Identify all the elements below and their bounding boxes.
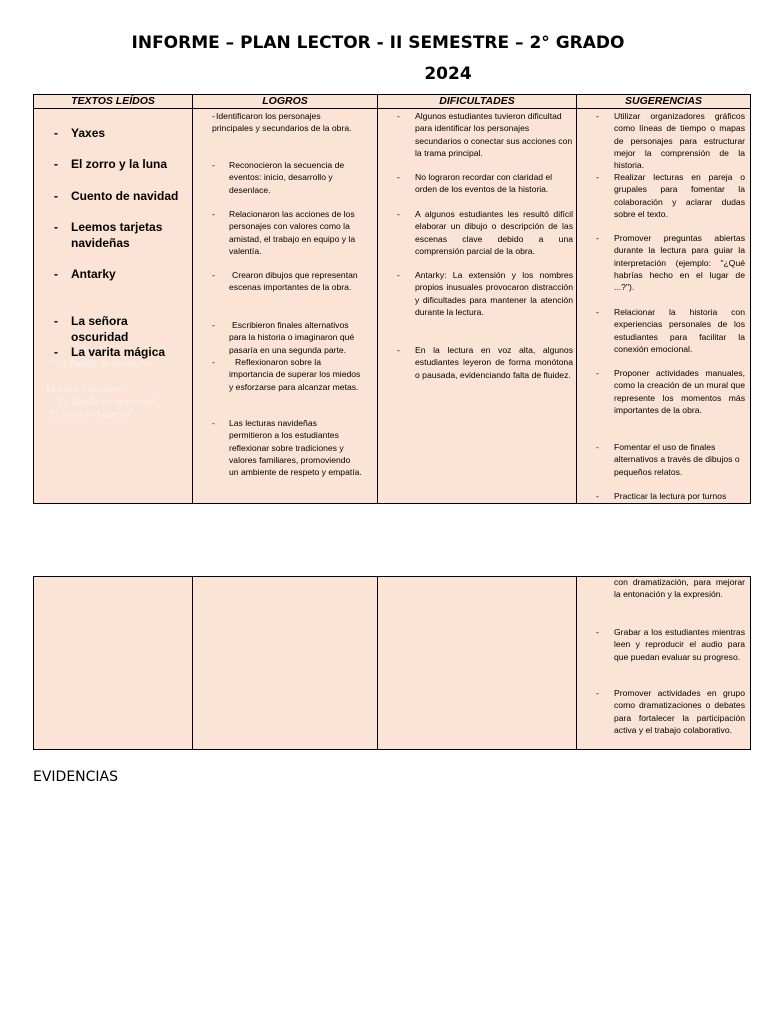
sugerencia-item: con dramatización, para mejorar la entonación y la expresión.	[614, 577, 745, 600]
header-dificultades: DIFICULTADES	[378, 95, 577, 109]
texto-item: - Cuento de navidad	[54, 189, 179, 203]
sugerencia-item: - Proponer actividades manuales, como la creación de un mural que represente los momentos más importantes de la obra.	[596, 368, 745, 415]
plan-lector-table-continued	[33, 576, 751, 750]
ghost-text: "El zorro y el cuervo"	[46, 409, 134, 420]
logro-item: - Las lecturas navideñas permitieron a los estudiantes reflexionar sobre tradiciones y valores familiares, promoviendo un ambiente de respeto y empatía.	[212, 418, 362, 478]
logro-item: - Reflexionaron sobre la importancia de superar los miedos y esforzarse para alcanzar metas.	[212, 357, 361, 392]
logro-item: - Relacionaron las acciones de los personajes con valores como la amistad, el trabajo en equipo y la valentía.	[212, 209, 356, 256]
dificultades-cell-cont	[378, 577, 577, 750]
ghost-text: "El zorro y el cuervo"	[42, 384, 130, 395]
sugerencia-item: - Utilizar organizadores gráficos como líneas de tiempo o mapas de personajes para estructurar mejor la comprensión de la historia.	[596, 111, 745, 171]
evidencias-heading: EVIDENCIAS	[33, 769, 119, 785]
sugerencia-item: - Fomentar el uso de finales alternativos a través de dibujos o pequeños relatos.	[596, 442, 740, 477]
plan-lector-table	[33, 94, 751, 504]
logro-item: - Identificaron los personajes principales y secundarios de la obra.	[212, 111, 352, 134]
header-textos-leidos: TEXTOS LEÍDOS	[34, 95, 193, 109]
ghost-text: "La Batalla de Ayacucho"	[52, 359, 156, 370]
logro-item: - Reconocieron la secuencia de eventos: inicio, desarrollo y desenlace.	[212, 160, 345, 195]
texto-item: - Antarky	[54, 267, 116, 281]
dificultad-item: - En la lectura en voz alta, algunos estudiantes leyeron de forma monótona o pausada, evidenciando falta de fluidez.	[397, 345, 573, 380]
textos-leidos-cell-cont	[34, 577, 193, 750]
sugerencias-cell-cont	[577, 577, 751, 750]
dificultad-item: - Antarky: La extensión y los nombres propios inusuales provocaron distracción y dificultades para mantener la atención durante la lectura.	[397, 270, 573, 317]
sugerencia-item: - Realizar lecturas en pareja o grupales para fomentar la colaboración y aclarar dudas sobre el texto.	[596, 172, 745, 219]
ghost-text: "La Batalla de Ayacucho"	[54, 397, 158, 408]
logros-cell-cont	[193, 577, 378, 750]
sugerencia-item: - Practicar la lectura por turnos	[596, 491, 727, 501]
texto-item: - La señora oscuridad	[54, 314, 129, 344]
logro-item: - Escribieron finales alternativos para la historia o imaginaron qué pasaría en una segunda parte.	[212, 320, 355, 355]
texto-item: - Leemos tarjetas navideñas	[54, 220, 163, 250]
header-sugerencias: SUGERENCIAS	[577, 95, 751, 109]
dificultades-cell	[378, 109, 577, 504]
header-logros: LOGROS	[193, 95, 378, 109]
sugerencia-item: - Promover preguntas abiertas durante la lectura para guiar la interpretación (ejemplo: "¿Qué habrías hecho en el lugar de ...?").	[596, 233, 745, 293]
logros-cell	[193, 109, 378, 504]
dificultad-item: - No lograron recordar con claridad el orden de los eventos de la historia.	[397, 172, 553, 195]
sugerencias-cell	[577, 109, 751, 504]
texto-item: - Yaxes	[54, 126, 106, 140]
textos-leidos-cell	[34, 109, 193, 504]
dificultad-item: - Algunos estudiantes tuvieron dificultad para identificar los personajes secundarios o conectar sus acciones con la trama principal.	[397, 111, 573, 158]
sugerencia-item: - Relacionar la historia con experiencias personales de los estudiantes para facilitar la conexión emocional.	[596, 307, 745, 354]
sugerencia-item: - Grabar a los estudiantes mientras leen y reproducir el audio para que puedan evaluar su progreso.	[596, 627, 745, 662]
sugerencia-item: - Promover actividades en grupo como dramatizaciones o debates para fortalecer la participación activa y el trabajo colaborativo.	[596, 688, 745, 735]
texto-item: - La varita mágica	[54, 345, 166, 359]
report-year: 2024	[424, 64, 472, 84]
logro-item: - Crearon dibujos que representan escenas importantes de la obra.	[212, 270, 358, 293]
dificultad-item: - A algunos estudiantes les resultó difícil elaborar un dibujo o descripción de las escenas clave debido a una comprensión parcial de la obra.	[397, 209, 573, 256]
texto-item: - El zorro y la luna	[54, 157, 168, 171]
report-title: INFORME – PLAN LECTOR - II SEMESTRE – 2° GRADO	[131, 33, 625, 53]
